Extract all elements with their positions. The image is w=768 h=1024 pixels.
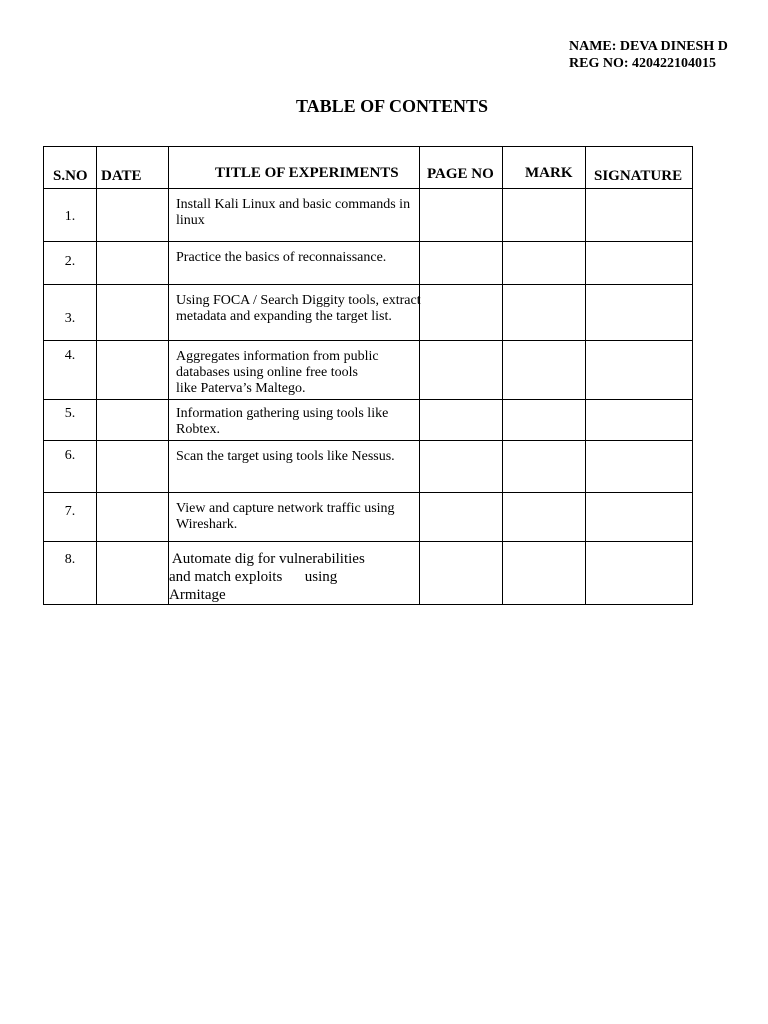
column-header-title: TITLE OF EXPERIMENTS [169, 147, 420, 189]
page-no-cell [420, 542, 503, 605]
column-header-date: DATE [97, 147, 169, 189]
table-row [44, 242, 693, 285]
page-title: TABLE OF CONTENTS [295, 96, 489, 116]
table-row [44, 493, 693, 542]
page-no-cell [420, 400, 503, 441]
page-no-cell [420, 189, 503, 242]
date-cell [97, 242, 169, 285]
title-cell: View and capture network traffic using Wireshark. [169, 493, 420, 542]
mark-cell [503, 341, 586, 400]
table-row [44, 400, 693, 441]
date-cell [97, 285, 169, 341]
student-reg-no: REG NO: 420422104015 [569, 56, 716, 71]
mark-cell [503, 493, 586, 542]
date-cell [97, 493, 169, 542]
sno-cell: 6. [44, 441, 97, 493]
signature-cell [586, 341, 693, 400]
mark-cell [503, 285, 586, 341]
signature-cell [586, 285, 693, 341]
mark-cell [503, 542, 586, 605]
signature-cell [586, 493, 693, 542]
student-name: NAME: DEVA DINESH D [569, 39, 728, 54]
signature-cell [586, 441, 693, 493]
table-row [44, 441, 693, 493]
table-header-row [44, 147, 693, 189]
student-info [569, 38, 728, 72]
title-cell: Scan the target using tools like Nessus. [169, 441, 420, 493]
sno-cell: 4. [44, 341, 97, 400]
signature-cell [586, 189, 693, 242]
sno-cell: 8. [44, 542, 97, 605]
column-header-sno: S.NO [44, 147, 97, 189]
table-row [44, 189, 693, 242]
date-cell [97, 542, 169, 605]
sno-cell: 7. [44, 493, 97, 542]
sno-cell: 1. [44, 189, 97, 242]
date-cell [97, 341, 169, 400]
table-row [44, 542, 693, 605]
sno-cell: 5. [44, 400, 97, 441]
title-cell: Aggregates information from public databases using online free tools like Paterva’s Maltego. [169, 341, 420, 400]
page-no-cell [420, 493, 503, 542]
page-no-cell [420, 285, 503, 341]
column-header-page-no: PAGE NO [420, 147, 503, 189]
column-header-signature: SIGNATURE [586, 147, 693, 189]
date-cell [97, 189, 169, 242]
title-cell: Information gathering using tools like Robtex. [169, 400, 420, 441]
signature-cell [586, 242, 693, 285]
mark-cell [503, 441, 586, 493]
signature-cell [586, 400, 693, 441]
table-row [44, 285, 693, 341]
page-no-cell [420, 341, 503, 400]
sno-cell: 3. [44, 285, 97, 341]
title-cell: Practice the basics of reconnaissance. [169, 242, 420, 285]
date-cell [97, 400, 169, 441]
title-cell: Automate dig for vulnerabilities and match exploits using Armitage [169, 542, 420, 605]
page-no-cell [420, 441, 503, 493]
contents-table [43, 146, 693, 605]
mark-cell [503, 400, 586, 441]
mark-cell [503, 189, 586, 242]
table-row [44, 341, 693, 400]
column-header-mark: MARK [503, 147, 586, 189]
sno-cell: 2. [44, 242, 97, 285]
page-no-cell [420, 242, 503, 285]
signature-cell [586, 542, 693, 605]
title-cell: Install Kali Linux and basic commands in linux [169, 189, 420, 242]
date-cell [97, 441, 169, 493]
mark-cell [503, 242, 586, 285]
title-cell: Using FOCA / Search Diggity tools, extract metadata and expanding the target list. [169, 285, 420, 341]
